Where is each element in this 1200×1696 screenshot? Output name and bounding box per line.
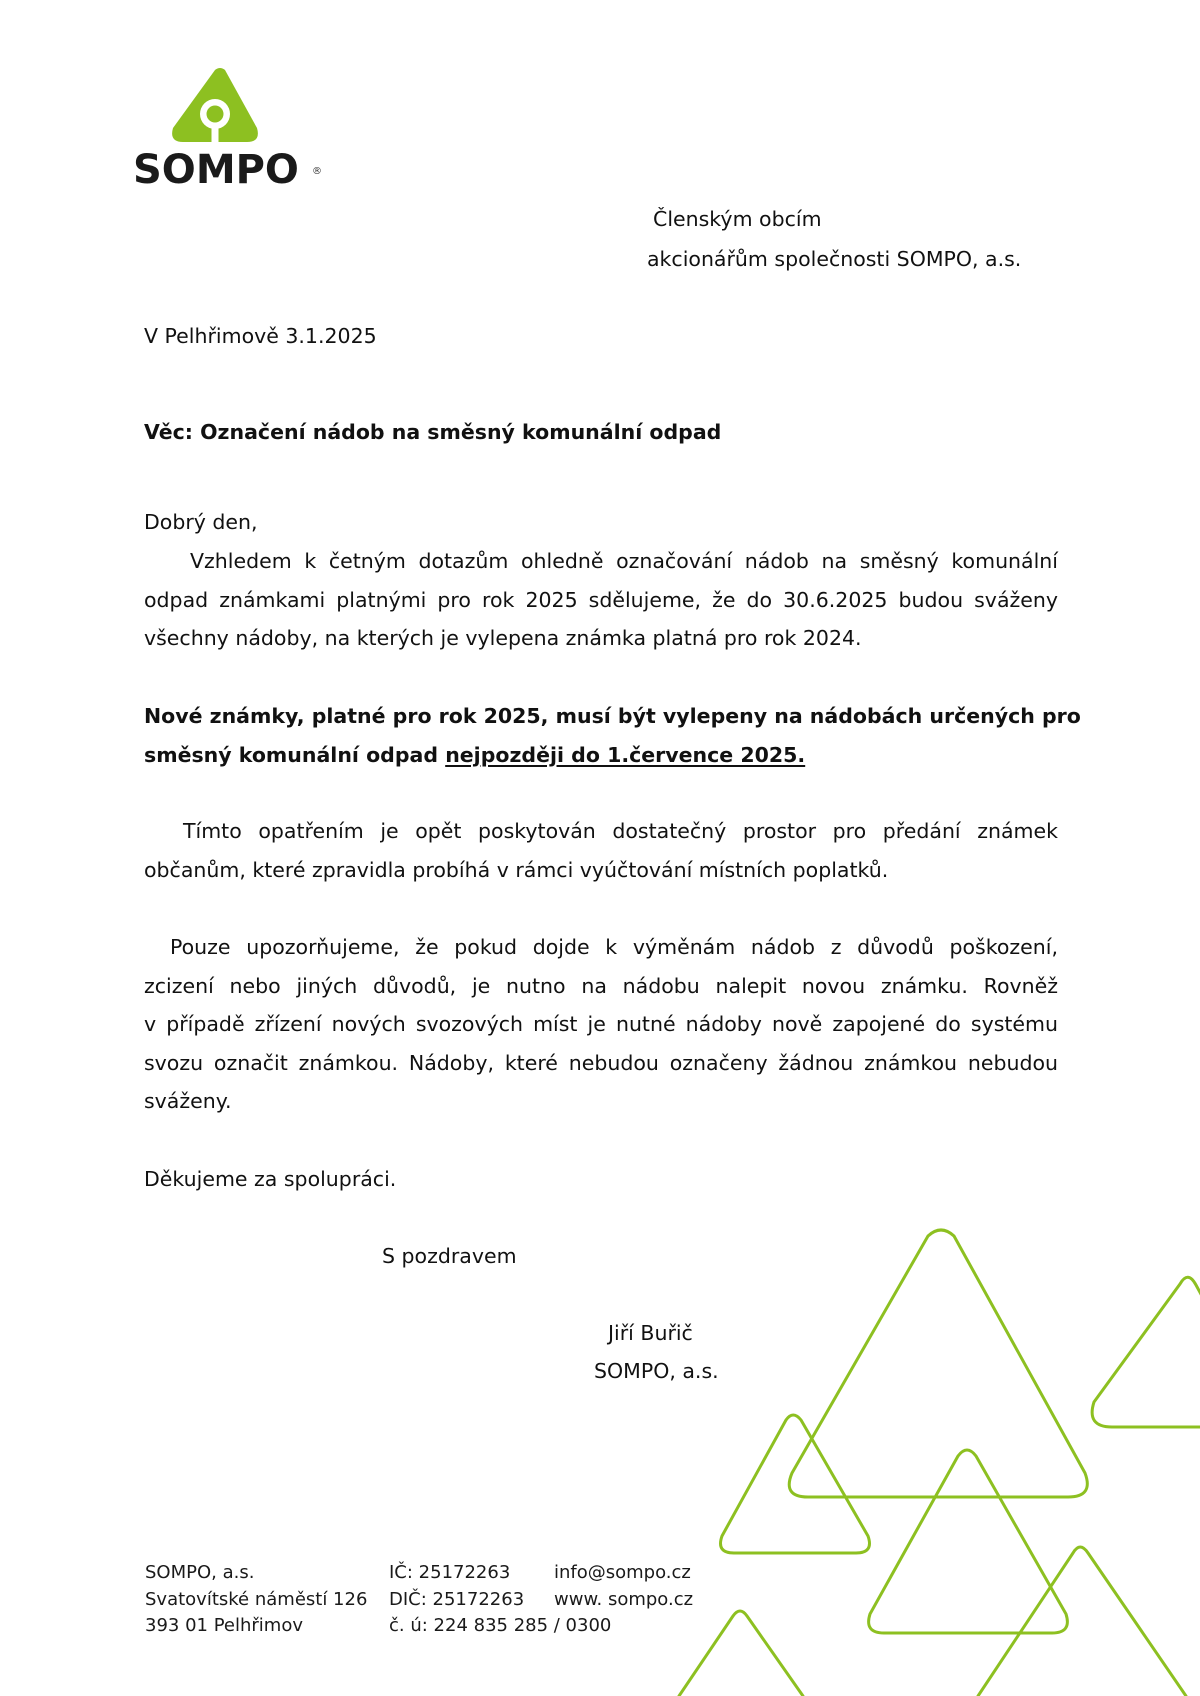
paragraph-line: Nové známky, platné pro rok 2025, musí být vylepeny na nádobách určených pro	[144, 704, 1081, 728]
triangle-outline-icon	[1092, 1277, 1200, 1427]
paragraph-line: občanům, které zpravidla probíhá v rámci vyúčtování místních poplatků.	[144, 857, 889, 882]
triangle-outline-icon	[679, 1611, 803, 1696]
greeting: Dobrý den,	[144, 510, 258, 534]
paragraph-line: Tímto opatřením je opět poskytován dostatečný prostor pro předání známek	[183, 819, 1058, 843]
triangle-outline-icon	[721, 1415, 870, 1553]
paragraph-line: zcizení nebo jiných důvodů, je nutno na nádobu nalepit novou známku. Rovněž	[144, 973, 1058, 998]
footer-email-link[interactable]: info@sompo.cz	[554, 1562, 691, 1583]
footer-street: Svatovítské náměstí 126	[145, 1588, 368, 1610]
deadline-plain-text: směsný komunální odpad	[144, 742, 446, 767]
triangle-outline-icon	[789, 1230, 1087, 1497]
closing-line: S pozdravem	[382, 1244, 517, 1268]
paragraph-line: svozu označit známkou. Nádoby, které nebudou označeny žádnou známkou nebudou	[144, 1050, 1058, 1075]
footer-city: 393 01 Pelhřimov	[145, 1615, 304, 1636]
paragraph-line: všechny nádoby, na kterých je vylepena známka platná pro rok 2024.	[144, 626, 862, 650]
footer-company: SOMPO, a.s.	[145, 1562, 255, 1583]
thanks-line: Děkujeme za spolupráci.	[144, 1167, 397, 1191]
signature-company: SOMPO, a.s.	[594, 1359, 719, 1383]
footer-website-link[interactable]: www. sompo.cz	[554, 1588, 694, 1610]
place-date: V Pelhřimově 3.1.2025	[144, 324, 377, 348]
footer-dic: DIČ: 25172263	[389, 1588, 525, 1610]
triangle-outline-icon	[978, 1547, 1186, 1696]
recipient-line-1: Členským obcím	[653, 207, 822, 231]
registered-mark: ®	[312, 166, 322, 177]
subject-line: Věc: Označení nádob na směsný komunální odpad	[144, 420, 722, 444]
recipient-line-2: akcionářům společnosti SOMPO, a.s.	[647, 247, 1022, 271]
paragraph-line: odpad známkami platnými pro rok 2025 sdělujeme, že do 30.6.2025 budou sváženy	[144, 587, 1058, 612]
footer-address	[145, 1560, 367, 1640]
paragraph-line: Pouze upozorňujeme, že pokud dojde k výměnám nádob z důvodů poškození,	[170, 935, 1058, 959]
footer-ic: IČ: 25172263	[389, 1562, 511, 1583]
deadline-underlined-text: nejpozději do 1.července 2025.	[445, 742, 806, 767]
paragraph-line: Vzhledem k četným dotazům ohledně označování nádob na směsný komunální	[190, 549, 1058, 573]
footer-bank-account: č. ú: 224 835 285 / 0300	[389, 1615, 612, 1636]
signature-name: Jiří Buřič	[608, 1321, 693, 1345]
footer-contact	[554, 1560, 693, 1613]
paragraph-line: sváženy.	[144, 1089, 232, 1113]
logo-wordmark: SOMPO	[133, 147, 299, 193]
paragraph-line: v případě zřízení nových svozových míst je nutné nádoby nově zapojené do systému	[144, 1012, 1058, 1036]
